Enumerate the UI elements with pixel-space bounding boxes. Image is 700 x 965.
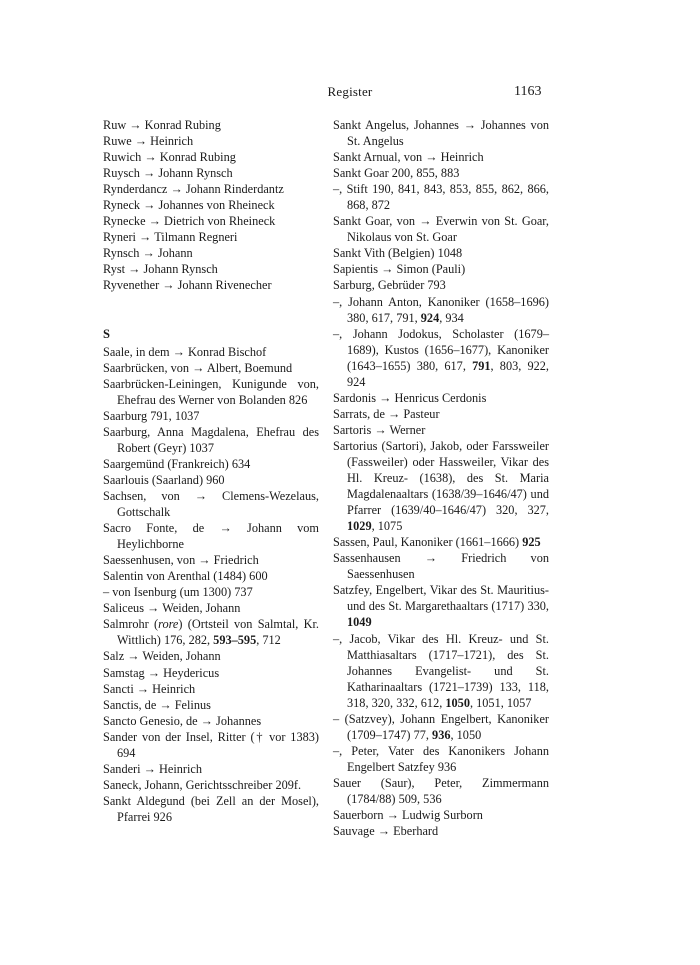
- index-entry: Sander von der Insel, Ritter († vor 1383) 694: [103, 729, 319, 760]
- index-entry: Saale, in dem → Konrad Bischof: [103, 344, 267, 359]
- index-entry: Saarburg, Anna Magdalena, Ehefrau des Robert (Geyr) 1037: [103, 424, 319, 455]
- index-entry: Saarbrücken, von → Albert, Boemund: [103, 360, 293, 375]
- index-entry: Saliceus → Weiden, Johann: [103, 601, 241, 616]
- section-gap: [103, 294, 319, 326]
- index-entry: Ruw → Konrad Rubing: [103, 118, 221, 132]
- index-entry: Ryvenether → Johann Rivenecher: [103, 278, 272, 293]
- index-entry: Rynecke → Dietrich von Rheineck: [103, 214, 276, 229]
- index-entry: Ryneri → Tilmann Regneri: [103, 230, 238, 245]
- index-entry: Saarlouis (Saarland) 960: [103, 472, 225, 487]
- index-entry: Sacro Fonte, de → Johann vom Heylichborne: [103, 521, 319, 552]
- index-entry: Samstag → Heydericus: [103, 665, 220, 680]
- index-entry: Ruwich → Konrad Rubing: [103, 150, 236, 165]
- index-entry: Rynsch → Johann: [103, 246, 193, 261]
- index-entry: – von Isenburg (um 1300) 737: [103, 585, 253, 600]
- index-entry: –, Johann Jodokus, Scholaster (1679–1689), Kustos (1656–1677), Kanoniker (1643–1655) 380, 617, 791, 803, 922, 924: [333, 326, 550, 389]
- index-entry: –, Jacob, Vikar des Hl. Kreuz- und St. Matthiasaltars (1717–1721), des St. Johannes Evangelist- und St. Katharinaaltars (1721–1739) 133, 118, 318, 320, 332, 612, 1050, 1051, 1057: [333, 631, 549, 710]
- index-entry: Saargemünd (Frankreich) 634: [103, 456, 251, 471]
- index-entry: Sapientis → Simon (Pauli): [333, 262, 466, 277]
- index-entry: Salz → Weiden, Johann: [103, 649, 221, 664]
- index-entry: Sanctis, de → Felinus: [103, 697, 211, 712]
- index-entry: Ryneck → Johannes von Rheineck: [103, 198, 275, 213]
- index-entry: – (Satzvey), Johann Engelbert, Kanoniker (1709–1747) 77, 936, 1050: [333, 711, 549, 742]
- index-entry: Salentin von Arenthal (1484) 600: [103, 569, 268, 584]
- index-entry: Sauer (Saur), Peter, Zimmermann (1784/88) 509, 536: [333, 775, 549, 806]
- index-entry: Sarburg, Gebrüder 793: [333, 278, 446, 293]
- index-entry: –, Johann Anton, Kanoniker (1658–1696) 380, 617, 791, 924, 934: [333, 294, 549, 325]
- index-entry: Sanderi → Heinrich: [103, 761, 203, 776]
- index-entry: Ruysch → Johann Rynsch: [103, 166, 233, 181]
- italic-text: rore: [158, 617, 179, 632]
- index-entry: Sauerborn → Ludwig Surborn: [333, 808, 483, 823]
- index-entry: –, Stift 190, 841, 843, 853, 855, 862, 866, 868, 872: [333, 182, 549, 213]
- bold-page-ref: 791: [472, 358, 491, 373]
- index-entry: Sankt Goar, von → Everwin von St. Goar, Nikolaus von St. Goar: [333, 214, 549, 245]
- index-entry: Sartoris → Werner: [333, 422, 426, 437]
- index-entry: Ryst → Johann Rynsch: [103, 262, 218, 277]
- index-entry: Sancto Genesio, de → Johannes: [103, 713, 262, 728]
- right-index-column: [333, 117, 549, 839]
- index-entry: Sauvage → Eberhard: [333, 824, 439, 839]
- bold-page-ref: 924: [420, 310, 440, 325]
- running-header-title: Register: [327, 84, 373, 99]
- index-entry: Satzfey, Engelbert, Vikar des St. Mauritius- und des St. Margarethaaltars (1717) 330, 1049: [333, 583, 549, 630]
- index-entry: Sarrats, de → Pasteur: [333, 406, 440, 421]
- index-entry: Sankt Angelus, Johannes → Johannes von St. Angelus: [333, 118, 549, 149]
- bold-page-ref: 925: [522, 535, 541, 550]
- index-entry: Sankt Arnual, von → Heinrich: [333, 150, 484, 165]
- index-entry: Sankt Goar 200, 855, 883: [333, 166, 460, 181]
- left-index-column: [103, 117, 319, 825]
- index-entry: Sassen, Paul, Kanoniker (1661–1666) 925: [333, 535, 541, 550]
- bold-page-ref: 1029: [347, 519, 372, 534]
- index-entry: Saneck, Johann, Gerichtsschreiber 209f.: [103, 777, 302, 792]
- index-entry: Ruwe → Heinrich: [103, 134, 194, 149]
- bold-page-ref: 593–595: [213, 633, 257, 648]
- index-entry: Rynderdancz → Johann Rinderdantz: [103, 182, 284, 197]
- index-entry: Sachsen, von → Clemens-Wezelaus, Gottschalk: [103, 488, 319, 520]
- index-entry: Sassenhausen → Friedrich von Saessenhusen: [333, 551, 549, 582]
- index-entry: Saarburg 791, 1037: [103, 408, 200, 423]
- index-entry: –, Peter, Vater des Kanonikers Johann Engelbert Satzfey 936: [333, 743, 549, 774]
- index-entry: Sancti → Heinrich: [103, 681, 196, 696]
- index-entry: Sardonis → Henricus Cerdonis: [333, 390, 487, 405]
- index-entry: Salmrohr (rore) (Ortsteil von Salmtal, Kr. Wittlich) 176, 282, 593–595, 712: [103, 617, 319, 648]
- section-letter-heading: S: [103, 326, 110, 341]
- bold-page-ref: 936: [432, 727, 451, 742]
- index-entry: Saessenhusen, von → Friedrich: [103, 553, 259, 568]
- index-entry: Sartorius (Sartori), Jakob, oder Farssweiler (Fassweiler) oder Hassweiler, Vikar des Hl. Kreuz- (1638), des St. Maria Magdalenaaltars (1638/39–1646/47) und Pfarrer (1639/40–1646/47) 320, 327, 1029, 1075: [333, 438, 549, 534]
- bold-page-ref: 1050: [445, 695, 470, 710]
- page-number: 1163: [514, 84, 542, 99]
- index-entry: Sankt Aldegund (bei Zell an der Mosel), Pfarrei 926: [103, 793, 319, 824]
- bold-page-ref: 1049: [347, 615, 372, 630]
- index-entry: Sankt Vith (Belgien) 1048: [333, 246, 463, 261]
- index-entry: Saarbrücken-Leiningen, Kunigunde von, Ehefrau des Werner von Bolanden 826: [103, 376, 319, 407]
